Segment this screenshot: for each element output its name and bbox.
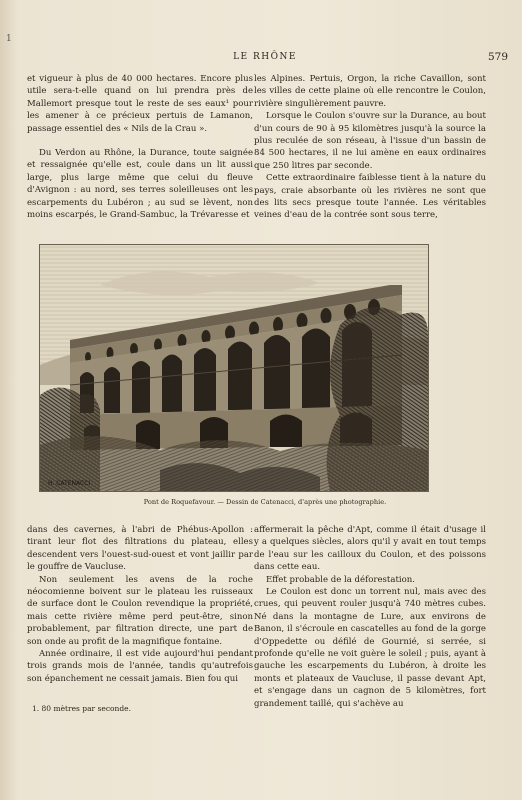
column-bottom-right [254,524,486,710]
paragraph: les Alpines. Pertuis, Orgon, la riche Cavaillon, sont les villes de cette plaine où elle rencontre le Coulon, rivière singulièrement pauvre. [254,74,486,109]
paragraph: Effet probable de la déforestation. [266,574,415,585]
aqueduct-illustration [40,245,428,491]
page-header [22,52,508,66]
engraving-roquefavour-aqueduct [39,244,429,492]
gutter-mark: 1 [6,34,12,44]
page-number: 579 [487,51,508,63]
paragraph: dans des cavernes, à l'abri de Phébus-Apollon : tirant leur flot des filtrations du plateau, elles descendent vers l'ouest-sud-ouest et vont jaillir par le gouffre de Vaucluse. [27,525,253,573]
paragraph: Le Coulon est donc un torrent nul, mais avec des crues, qui peuvent rouler jusqu'à 740 mètres cubes. Né dans la montagne de Lure, aux environs de Banon, il s'écroule en cascatelles au fond de la gorge d'Oppedette ou défilé de Gournié, si serrée, si profonde qu'elle ne voit guère le soleil ; puis, ayant à gauche les escarpements du Lubéron, à droite les monts et plateaux de Vaucluse, il passe devant Apt, et s'engage dans un cagnon de 5 kilomètres, fort grandement taillé, qui s'achève au [254,587,486,709]
column-top-left [27,73,253,221]
figure-caption: Pont de Roquefavour. — Dessin de Catenacci, d'après une photographie. [143,498,387,506]
paragraph: Lorsque le Coulon s'ouvre sur la Durance, au bout d'un cours de 90 à 95 kilomètres jusqu'à la source la plus reculée de son réseau, à l'issue d'un bassin de 84 500 hectares, il ne lui amène en eaux ordinaires que 250 litres par seconde. [254,111,486,171]
running-title: LE RHÔNE [233,52,297,62]
column-bottom-left [27,524,253,685]
paragraph: Année ordinaire, il est vide aujourd'hui pendant trois grands mois de l'année, tandis qu'autrefois son épanchement ne cessait jamais. Bien fou qui [27,649,253,684]
paragraph: Non seulement les avens de la roche néocomienne boivent sur le plateau les ruisseaux de surface dont le Coulon revendique la propriété, mais cette rivière même perd peut-être, sinon probablement, par filtration directe, une part de son onde au profit de la magnifique fontaine. [27,574,253,647]
paragraph: Du Verdon au Rhône, la Durance, toute saignée et ressaignée qu'elle est, coule dans un lit aussi large, plus large même que celui du fleuve d'Avignon : au nord, ses terres soleilleuses ont les escarpements du Lubéron ; au sud se lèvent, non moins escarpés, le Grand-Sambuc, la Trévaresse et [27,148,253,221]
engraver-signature: H. CATENACCI [48,480,91,487]
footnote: 1. 80 mètres par seconde. [32,704,131,713]
column-top-right [254,73,486,222]
paragraph: et vigueur à plus de 40 000 hectares. Encore plus utile sera-t-elle quand on lui prendra près de Mallemort presque tout le reste de ses eaux¹ pour les amener à ce précieux pertuis de Lamanon, passage essentiel des « Nils de la Crau ». [27,74,253,134]
paragraph: affermerait la pêche d'Apt, comme il était d'usage il y a quelques siècles, alors qu'il y avait en tout temps de l'eau sur les cailloux du Coulon, et des poissons dans cette eau. [254,525,486,573]
paragraph: Cette extraordinaire faiblesse tient à la nature du pays, craie absorbante où les rivières ne sont que des lits secs presque toute l'année. Les véritables veines d'eau de la contrée sont sous terre, [254,173,486,221]
